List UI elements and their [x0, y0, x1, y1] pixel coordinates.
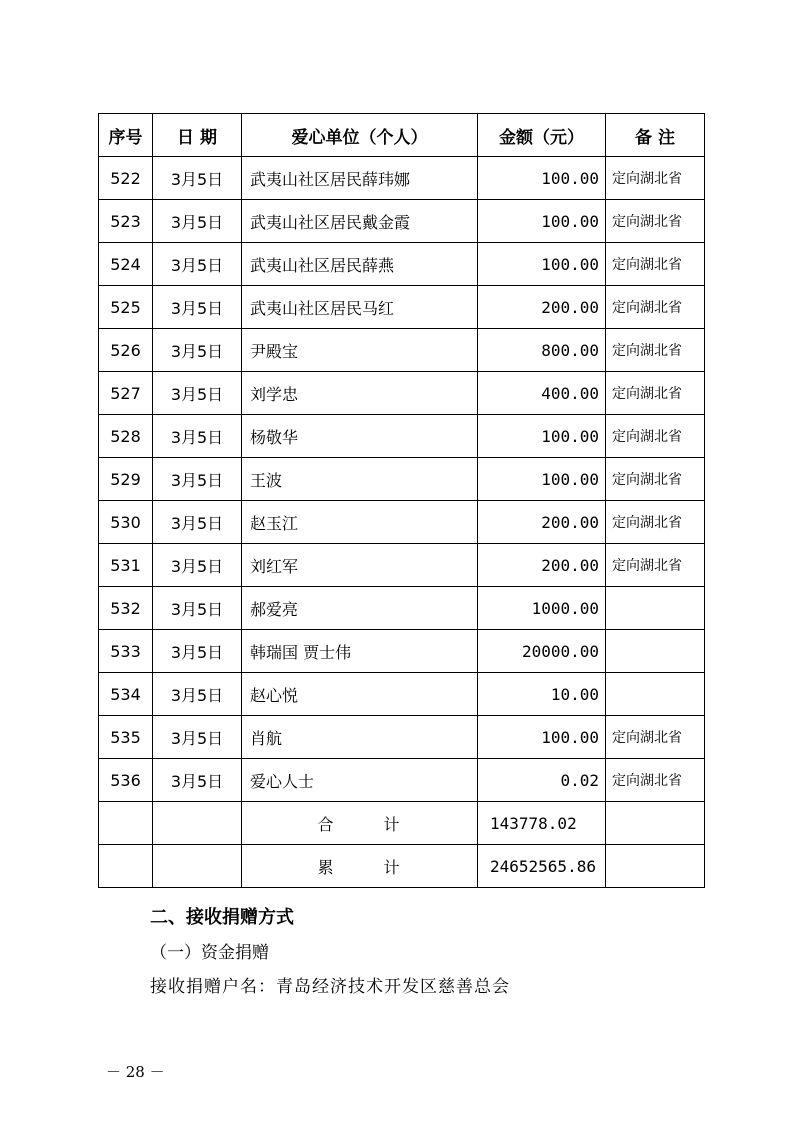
table-row — [99, 716, 705, 759]
sub-title: （一）资金捐赠 — [150, 943, 269, 963]
table-row — [99, 458, 705, 501]
row-amount: 100.00 — [478, 415, 606, 458]
row-note: 定向湖北省 — [606, 329, 705, 372]
row-amount: 100.00 — [478, 157, 606, 200]
row-date: 3月5日 — [153, 286, 242, 329]
row-date: 3月5日 — [153, 200, 242, 243]
row-donor: 赵玉江 — [242, 501, 478, 544]
row-serial: 523 — [99, 200, 153, 243]
header-serial: 序号 — [99, 114, 153, 157]
row-note: 定向湖北省 — [606, 372, 705, 415]
row-serial: 526 — [99, 329, 153, 372]
row-serial: 536 — [99, 759, 153, 802]
row-serial: 525 — [99, 286, 153, 329]
row-date: 3月5日 — [153, 759, 242, 802]
row-donor: 肖航 — [242, 716, 478, 759]
row-serial: 534 — [99, 673, 153, 716]
table-row — [99, 157, 705, 200]
row-serial: 530 — [99, 501, 153, 544]
row-amount: 200.00 — [478, 286, 606, 329]
table-row — [99, 501, 705, 544]
subtotal-label: 合 计 — [242, 802, 478, 845]
row-donor: 武夷山社区居民薛玮娜 — [242, 157, 478, 200]
row-amount: 20000.00 — [478, 630, 606, 673]
subtotal-amount: 143778.02 — [478, 802, 606, 845]
row-amount: 100.00 — [478, 716, 606, 759]
row-note: 定向湖北省 — [606, 157, 705, 200]
row-date: 3月5日 — [153, 329, 242, 372]
row-amount: 400.00 — [478, 372, 606, 415]
row-date: 3月5日 — [153, 458, 242, 501]
row-note: 定向湖北省 — [606, 501, 705, 544]
table-row — [99, 630, 705, 673]
table-row — [99, 587, 705, 630]
row-note: 定向湖北省 — [606, 286, 705, 329]
row-date: 3月5日 — [153, 673, 242, 716]
row-donor: 尹殿宝 — [242, 329, 478, 372]
row-note: 定向湖北省 — [606, 200, 705, 243]
row-amount: 100.00 — [478, 243, 606, 286]
header-donor: 爱心单位（个人） — [242, 114, 478, 157]
row-note: 定向湖北省 — [606, 458, 705, 501]
row-date: 3月5日 — [153, 587, 242, 630]
row-amount: 200.00 — [478, 544, 606, 587]
row-donor: 武夷山社区居民戴金霞 — [242, 200, 478, 243]
row-serial: 522 — [99, 157, 153, 200]
row-date: 3月5日 — [153, 243, 242, 286]
account-name-line: 接收捐赠户名：青岛经济技术开发区慈善总会 — [150, 977, 510, 997]
table-row — [99, 372, 705, 415]
table-row — [99, 544, 705, 587]
row-serial: 529 — [99, 458, 153, 501]
row-donor: 刘红军 — [242, 544, 478, 587]
row-donor: 韩瑞国 贾士伟 — [242, 630, 478, 673]
row-date: 3月5日 — [153, 415, 242, 458]
table-row — [99, 286, 705, 329]
table-row — [99, 759, 705, 802]
section-title: 二、接收捐赠方式 — [150, 907, 294, 928]
cumulative-label: 累 计 — [242, 845, 478, 888]
row-serial: 535 — [99, 716, 153, 759]
header-note: 备 注 — [606, 114, 705, 157]
row-note — [606, 673, 705, 716]
row-note: 定向湖北省 — [606, 415, 705, 458]
donation-table — [98, 113, 705, 888]
row-amount: 100.00 — [478, 200, 606, 243]
row-donor: 武夷山社区居民马红 — [242, 286, 478, 329]
row-serial: 524 — [99, 243, 153, 286]
row-date: 3月5日 — [153, 372, 242, 415]
row-note: 定向湖北省 — [606, 759, 705, 802]
row-amount: 200.00 — [478, 501, 606, 544]
row-donor: 杨敬华 — [242, 415, 478, 458]
row-amount: 0.02 — [478, 759, 606, 802]
row-date: 3月5日 — [153, 544, 242, 587]
cumulative-amount: 24652565.86 — [478, 845, 606, 888]
cumulative-row — [99, 845, 705, 888]
row-note: 定向湖北省 — [606, 544, 705, 587]
row-amount: 100.00 — [478, 458, 606, 501]
row-serial: 528 — [99, 415, 153, 458]
row-donor: 赵心悦 — [242, 673, 478, 716]
table-row — [99, 243, 705, 286]
table-header-row — [99, 114, 705, 157]
subtotal-row — [99, 802, 705, 845]
table-row — [99, 200, 705, 243]
row-donor: 武夷山社区居民薛燕 — [242, 243, 478, 286]
header-date: 日 期 — [153, 114, 242, 157]
table-row — [99, 673, 705, 716]
row-date: 3月5日 — [153, 716, 242, 759]
row-note: 定向湖北省 — [606, 716, 705, 759]
header-amount: 金额（元） — [478, 114, 606, 157]
row-donor: 刘学忠 — [242, 372, 478, 415]
row-serial: 527 — [99, 372, 153, 415]
table-row — [99, 415, 705, 458]
row-note — [606, 630, 705, 673]
row-amount: 10.00 — [478, 673, 606, 716]
row-donor: 郝爱亮 — [242, 587, 478, 630]
row-date: 3月5日 — [153, 501, 242, 544]
row-donor: 王波 — [242, 458, 478, 501]
row-amount: 800.00 — [478, 329, 606, 372]
row-note: 定向湖北省 — [606, 243, 705, 286]
row-serial: 532 — [99, 587, 153, 630]
row-note — [606, 587, 705, 630]
row-serial: 533 — [99, 630, 153, 673]
row-amount: 1000.00 — [478, 587, 606, 630]
row-serial: 531 — [99, 544, 153, 587]
row-date: 3月5日 — [153, 630, 242, 673]
page-number: － 28 － — [106, 1063, 165, 1081]
row-donor: 爱心人士 — [242, 759, 478, 802]
table-row — [99, 329, 705, 372]
row-date: 3月5日 — [153, 157, 242, 200]
